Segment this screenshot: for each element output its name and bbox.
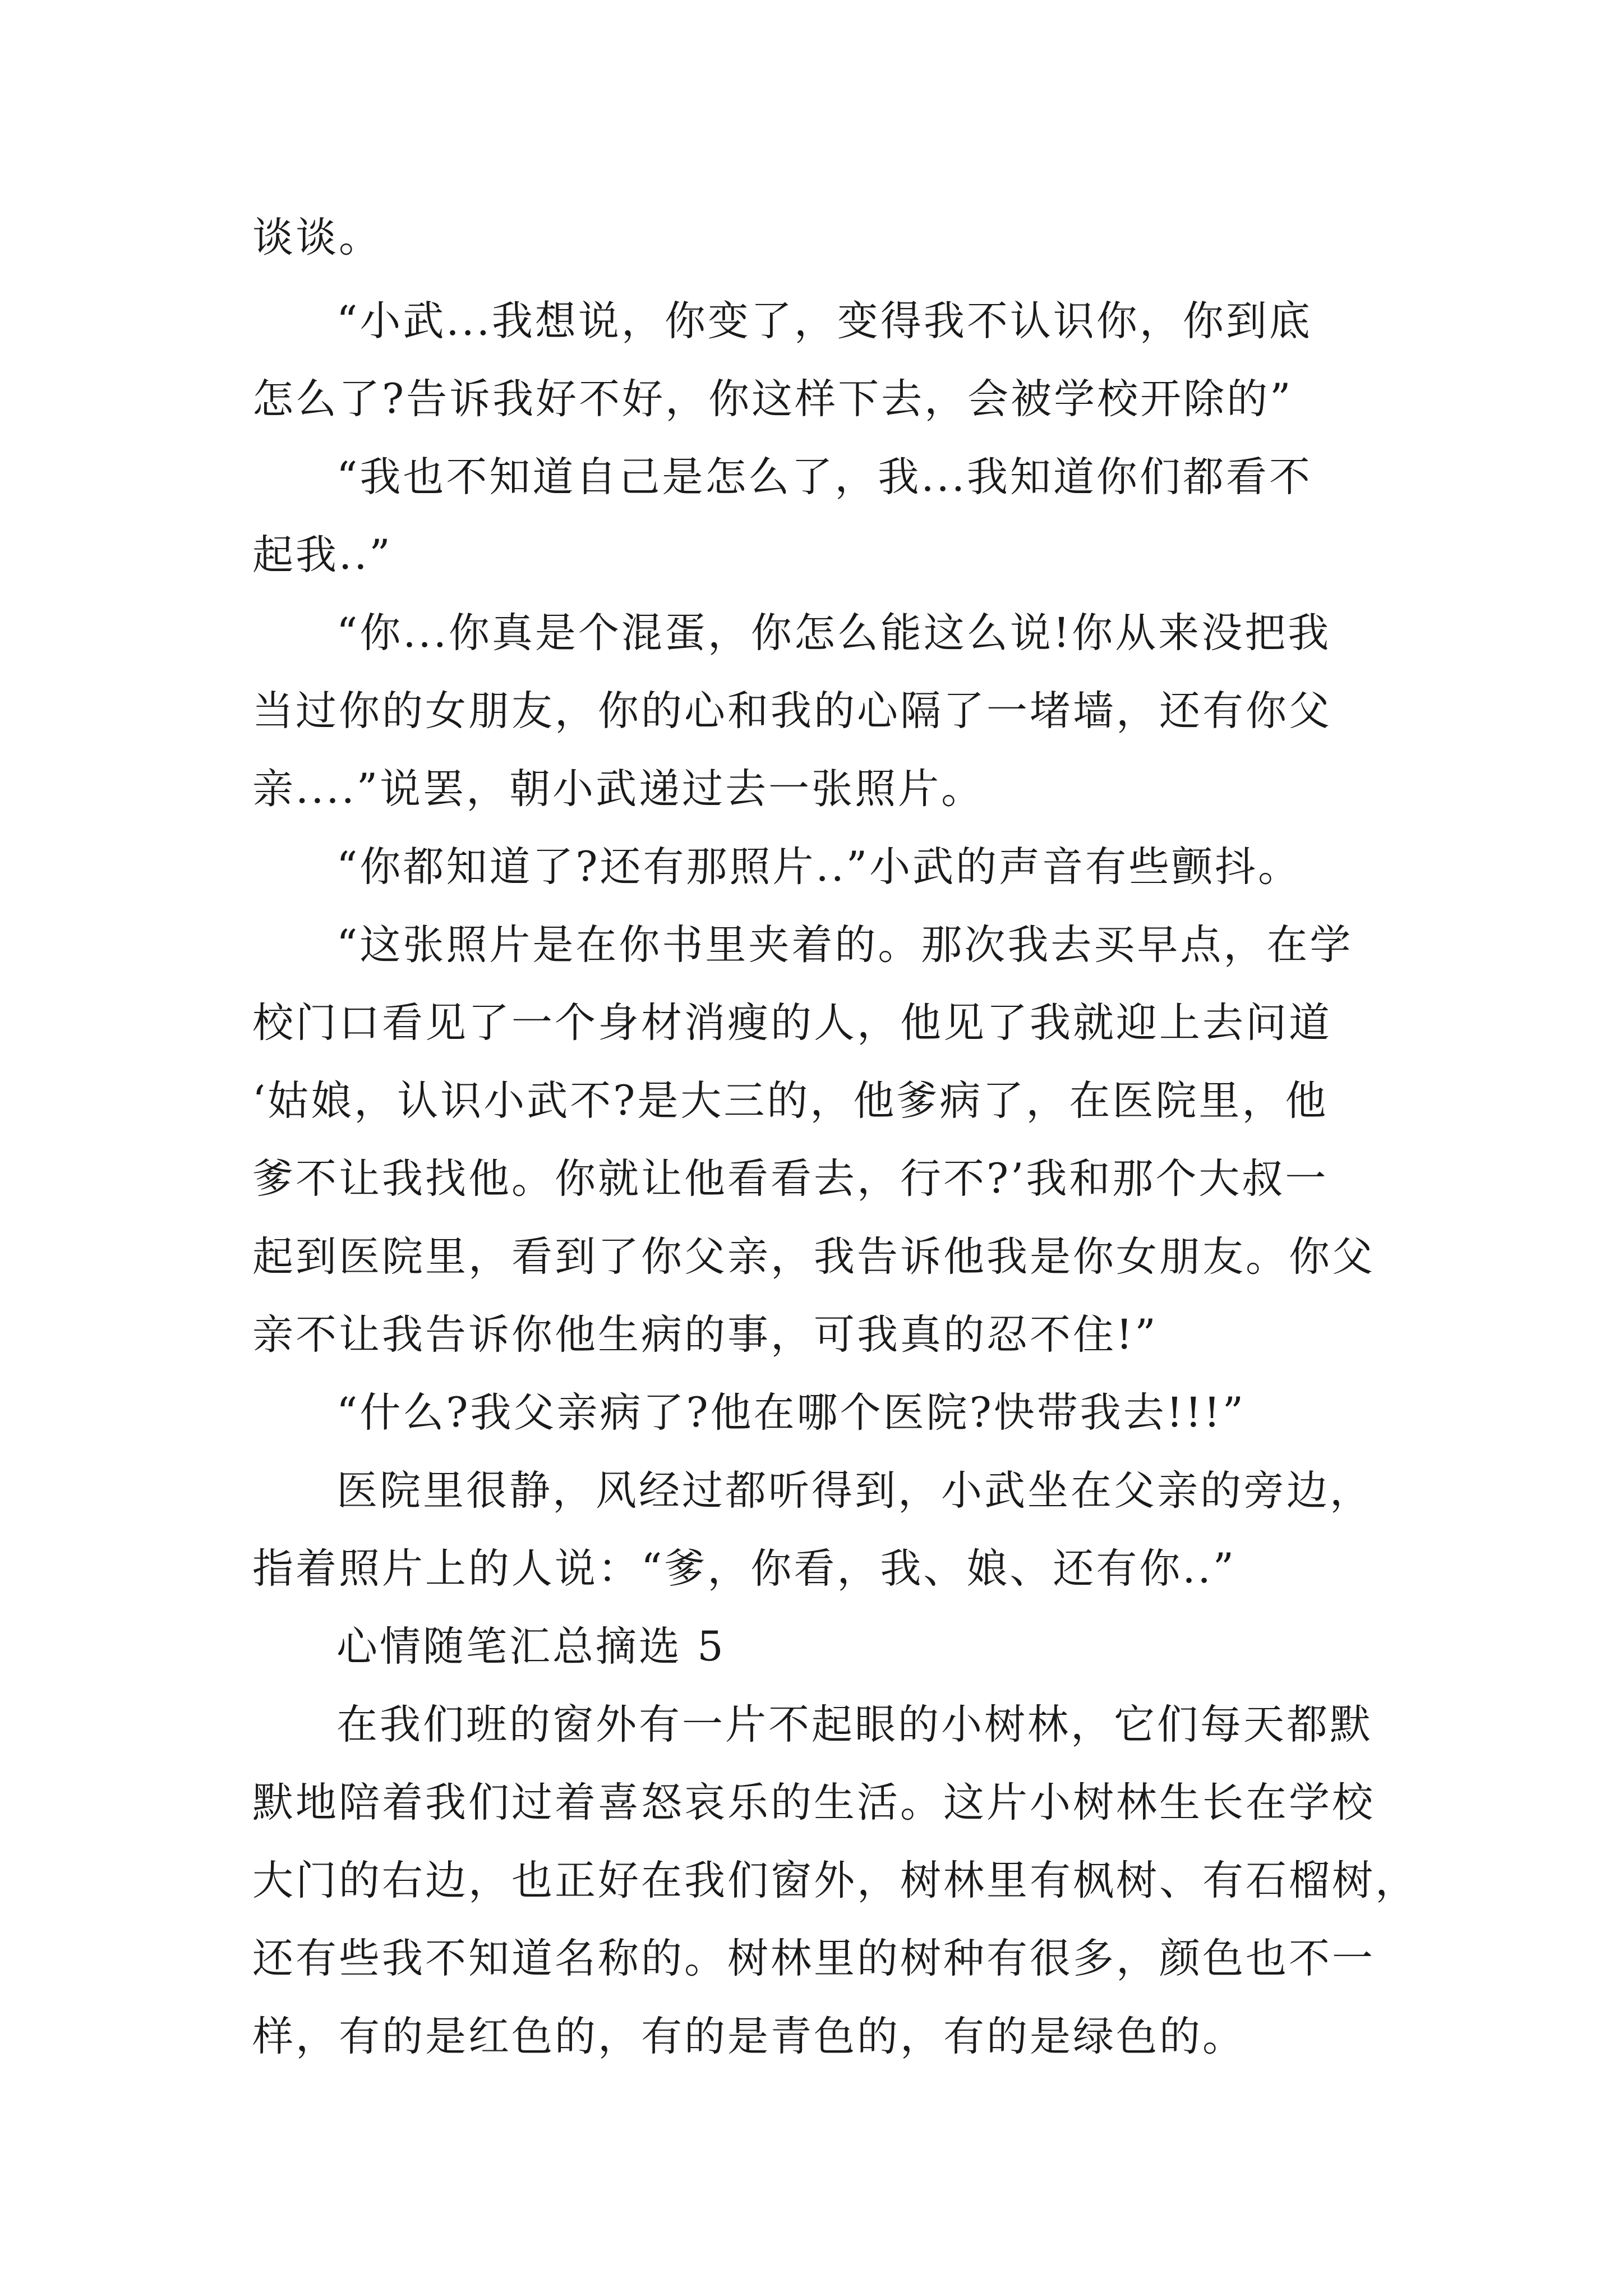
text-line: 样，有的是红色的，有的是青色的，有的是绿色的。 bbox=[252, 2013, 1246, 2060]
text-line: 默地陪着我们过着喜怒哀乐的生活。这片小树林生长在学校 bbox=[252, 1779, 1375, 1826]
text-line: 在我们班的窗外有一片不起眼的小树林，它们每天都默 bbox=[336, 1701, 1373, 1749]
text-line: 谈谈。 bbox=[252, 214, 382, 261]
text-line: 医院里很静，风经过都听得到，小武坐在父亲的旁边， bbox=[336, 1467, 1373, 1515]
text-line: 亲....”说罢，朝小武递过去一张照片。 bbox=[252, 765, 985, 813]
text-line: “什么?我父亲病了?他在哪个医院?快带我去!!!” bbox=[336, 1389, 1246, 1437]
text-line: “你...你真是个混蛋，你怎么能这么说!你从来没把我 bbox=[336, 609, 1331, 657]
text-line: “我也不知道自己是怎么了，我...我知道你们都看不 bbox=[336, 453, 1312, 501]
text-line: 起我..” bbox=[252, 531, 393, 579]
text-line: 爹不让我找他。你就让他看看去，行不?’我和那个大叔一 bbox=[252, 1155, 1329, 1203]
text-line: “你都知道了?还有那照片..”小武的声音有些颤抖。 bbox=[336, 843, 1302, 891]
text-line: 还有些我不知道名称的。树林里的树种有很多，颜色也不一 bbox=[252, 1935, 1375, 1982]
text-line: 怎么了?告诉我好不好，你这样下去，会被学校开除的” bbox=[252, 375, 1293, 423]
text-line: “小武...我想说，你变了，变得我不认识你，你到底 bbox=[336, 297, 1312, 345]
text-line: 指着照片上的人说：“爹，你看，我、娘、还有你..” bbox=[252, 1545, 1237, 1593]
text-line: 大门的右边，也正好在我们窗外，树林里有枫树、有石榴树， bbox=[252, 1857, 1418, 1904]
text-line: “这张照片是在你书里夹着的。那次我去买早点，在学 bbox=[336, 921, 1353, 969]
text-line: 校门口看见了一个身材消瘦的人，他见了我就迎上去问道 bbox=[252, 999, 1332, 1047]
text-line: 当过你的女朋友，你的心和我的心隔了一堵墙，还有你父 bbox=[252, 687, 1332, 735]
text-line: 亲不让我告诉你他生病的事，可我真的忍不住!” bbox=[252, 1311, 1158, 1359]
section-heading: 心情随笔汇总摘选 5 bbox=[336, 1623, 726, 1671]
text-line: ‘姑娘，认识小武不?是大三的，他爹病了，在医院里，他 bbox=[252, 1077, 1329, 1125]
text-line: 起到医院里，看到了你父亲，我告诉他我是你女朋友。你父 bbox=[252, 1233, 1375, 1281]
